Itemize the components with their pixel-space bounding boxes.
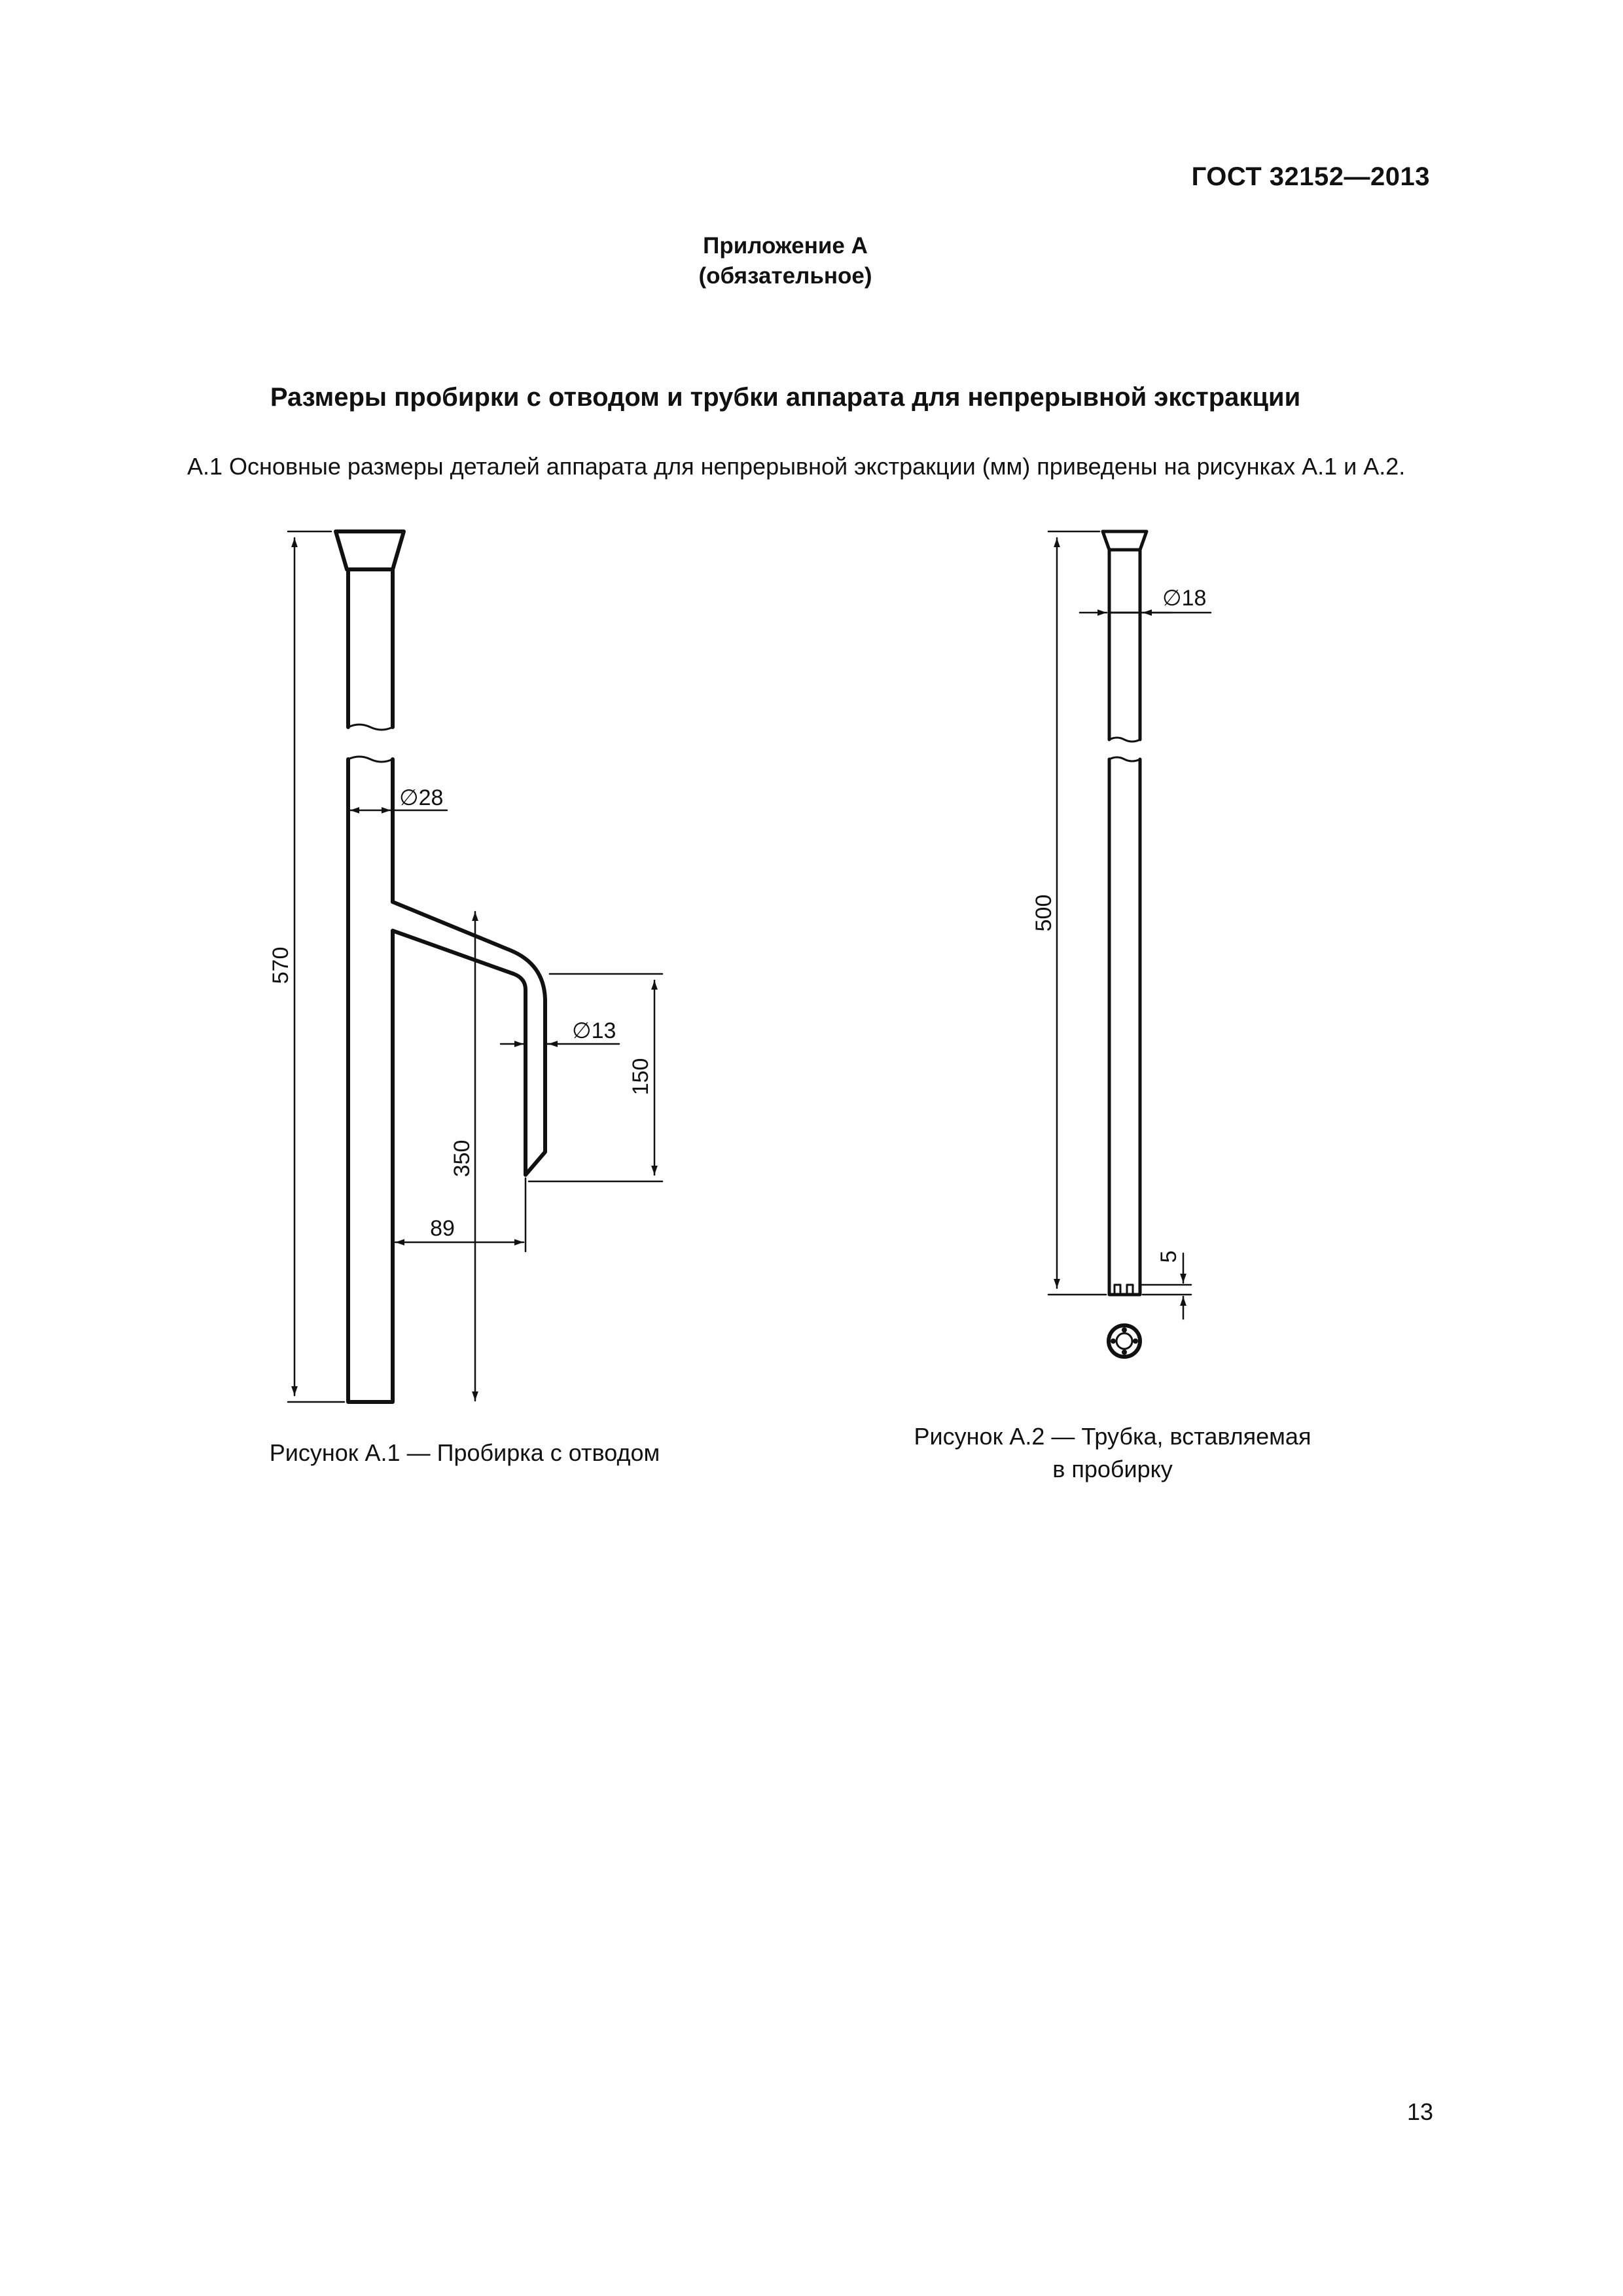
figure-a1-dimension-labels [268,785,653,1241]
insert-tube-end-view-holes [1111,1327,1138,1355]
dim-label-570: 570 [268,946,293,984]
appendix-title: Приложение А [703,233,868,259]
test-tube-upper-segment [348,569,393,727]
test-tube-branch [393,902,545,1175]
figure-a1-caption: Рисунок А.1 — Пробирка с отводом [269,1439,660,1466]
body-paragraph: А.1 Основные размеры деталей аппарата для непрерывной экстракции (мм) приведены на рисунках А.1 и А.2. [187,453,1406,480]
dim-label-89: 89 [430,1216,455,1241]
section-title: Размеры пробирки с отводом и трубки аппарата для непрерывной экстракции [270,383,1301,412]
dim-label-5: 5 [1156,1250,1181,1263]
appendix-status: (обязательное) [698,263,872,289]
insert-tube-upper-segment [1109,550,1140,740]
test-tube-funnel [336,531,404,569]
figure-a1-drawing [288,531,662,1402]
dim-label-350: 350 [450,1139,474,1177]
dim-label-150: 150 [628,1058,653,1096]
dim-label-diameter-18: ∅18 [1162,586,1207,611]
standard-number: ГОСТ 32152—2013 [1191,162,1430,191]
page-number: 13 [1406,2098,1433,2125]
insert-tube-top [1103,531,1147,550]
figure-a2-caption-line-1: Рисунок А.2 — Трубка, вставляемая [914,1423,1311,1450]
figure-a2-drawing [1048,531,1211,1357]
test-tube-lower-segment [348,759,393,1402]
dim-label-500: 500 [1031,894,1056,932]
insert-tube-lower-segment [1109,759,1140,1295]
figure-a2-caption [883,1420,1342,1486]
dim-label-diameter-28: ∅28 [399,785,444,810]
figure-a2-caption-line-2: в пробирку [1052,1456,1173,1482]
dim-label-diameter-13: ∅13 [572,1018,616,1043]
